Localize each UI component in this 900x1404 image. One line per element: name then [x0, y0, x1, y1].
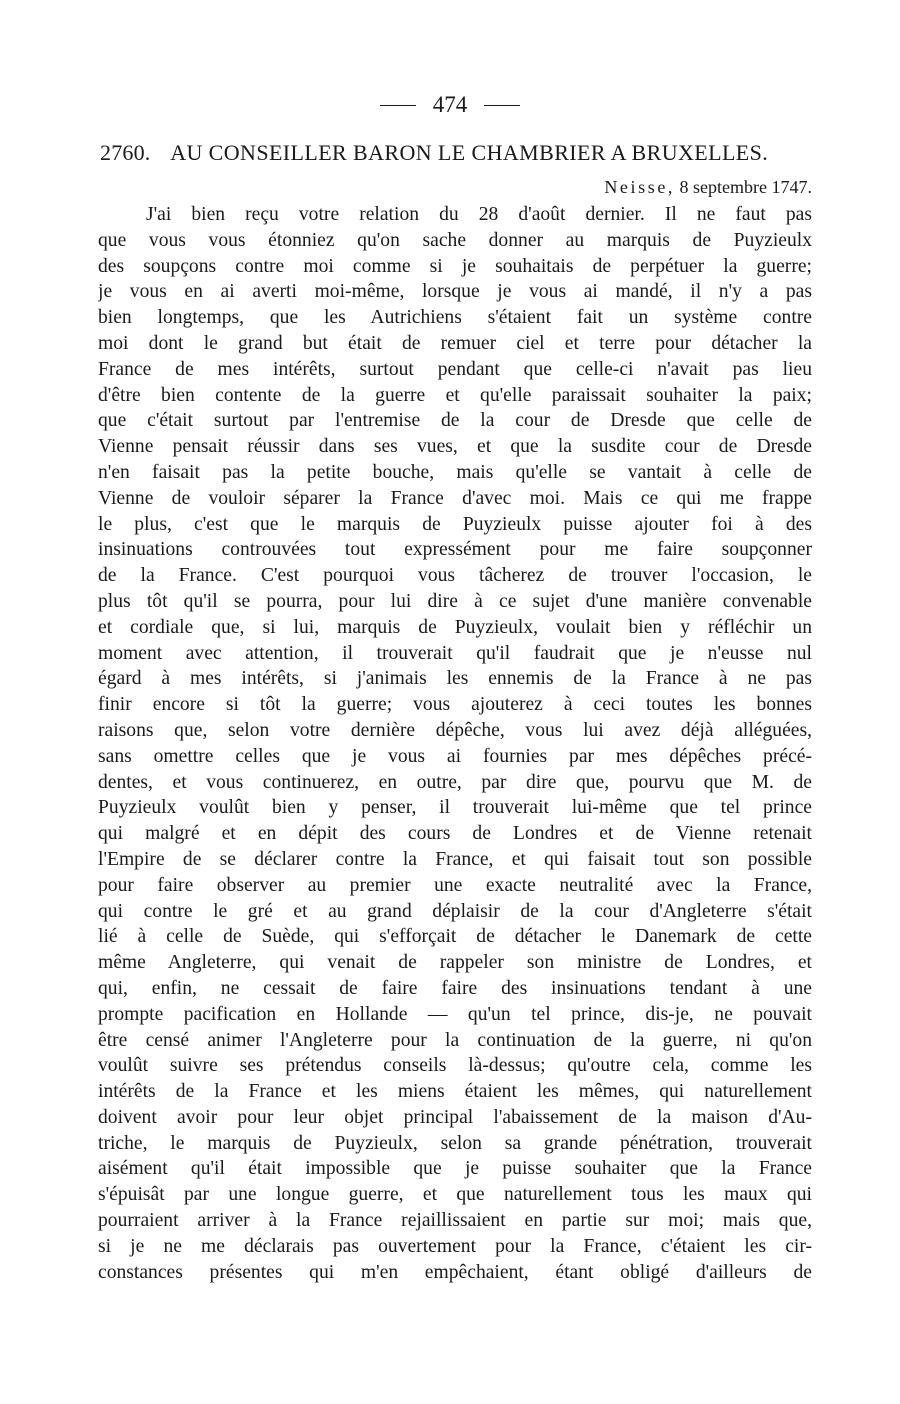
body-line: qui, enfin, ne cessait de faire faire des insinuations tendant à une	[98, 977, 812, 999]
body-line: qui contre le gré et au grand déplaisir de la cour d'Angleterre s'était	[98, 900, 812, 922]
body-line: raisons que, selon votre dernière dépêche, vous lui avez déjà alléguées,	[98, 719, 812, 741]
body-line: que vous vous étonniez qu'on sache donner au marquis de Puyzieulx	[98, 229, 812, 251]
body-line: insinuations controuvées tout expressément pour me faire soupçonner	[98, 539, 812, 561]
letter-heading	[100, 140, 820, 166]
body-line: égard à mes intérêts, si j'animais les ennemis de la France à ne pas	[98, 668, 812, 690]
body-line: d'être bien contente de la guerre et qu'elle paraissait souhaiter la paix;	[98, 384, 812, 406]
letter-title: AU CONSEILLER BARON LE CHAMBRIER A BRUXELLES.	[170, 140, 769, 165]
body-line: lié à celle de Suède, qui s'efforçait de détacher le Danemark de cette	[98, 926, 812, 948]
body-line: prompte pacification en Hollande — qu'un tel prince, dis-je, ne pouvait	[98, 1003, 812, 1025]
body-line: moi dont le grand but était de remuer ciel et terre pour détacher la	[98, 332, 812, 354]
body-line: doivent avoir pour leur objet principal l'abaissement de la maison d'Au-	[98, 1106, 812, 1128]
header-rule-left	[380, 105, 416, 106]
body-line: dentes, et vous continuerez, en outre, par dire que, pourvu que M. de	[98, 771, 812, 793]
body-line: même Angleterre, qui venait de rappeler son ministre de Londres, et	[98, 952, 812, 974]
body-line: sans omettre celles que je vous ai fournies par mes dépêches précé-	[98, 745, 812, 767]
letter-number: 2760.	[100, 140, 151, 165]
body-line: triche, le marquis de Puyzieulx, selon sa grande pénétration, trouverait	[98, 1132, 812, 1154]
letter-body	[98, 202, 812, 1285]
body-line: intérêts de la France et les miens étaient les mêmes, qui naturellement	[98, 1081, 812, 1103]
body-line: l'Empire de se déclarer contre la France, et qui faisait tout son possible	[98, 848, 812, 870]
body-line: n'en faisait pas la petite bouche, mais qu'elle se vantait à celle de	[98, 461, 812, 483]
dateline	[604, 177, 812, 198]
body-line: des soupçons contre moi comme si je souhaitais de perpétuer la guerre;	[98, 255, 812, 277]
page-number: 474	[432, 92, 468, 117]
body-line: le plus, c'est que le marquis de Puyzieulx puisse ajouter foi à des	[98, 513, 812, 535]
dateline-place: Neisse,	[604, 177, 676, 197]
body-line: être censé animer l'Angleterre pour la continuation de la guerre, ni qu'on	[98, 1029, 812, 1051]
body-line: s'épuisât par une longue guerre, et que naturellement tous les maux qui	[98, 1184, 812, 1206]
body-line: si je ne me déclarais pas ouvertement pour la France, c'étaient les cir-	[98, 1235, 812, 1257]
body-line: pourraient arriver à la France rejaillissaient en partie sur moi; mais que,	[98, 1210, 812, 1232]
body-line: qui malgré et en dépit des cours de Londres et de Vienne retenait	[98, 823, 812, 845]
body-line: Vienne pensait réussir dans ses vues, et que la susdite cour de Dresde	[98, 436, 812, 458]
body-line: Vienne de vouloir séparer la France d'avec moi. Mais ce qui me frappe	[98, 487, 812, 509]
body-line: J'ai bien reçu votre relation du 28 d'août dernier. Il ne faut pas	[146, 204, 812, 225]
body-line: de la France. C'est pourquoi vous tâcherez de trouver l'occasion, le	[98, 565, 812, 587]
body-line: plus tôt qu'il se pourra, pour lui dire à ce sujet d'une manière convenable	[98, 590, 812, 612]
body-line: finir encore si tôt la guerre; vous ajouterez à ceci toutes les bonnes	[98, 694, 812, 716]
body-line: bien longtemps, que les Autrichiens s'étaient fait un système contre	[98, 307, 812, 329]
body-line: je vous en ai averti moi-même, lorsque je vous ai mandé, il n'y a pas	[98, 281, 812, 303]
dateline-date: 8 septembre 1747.	[679, 177, 812, 197]
page-header	[0, 92, 900, 122]
header-rule-right	[484, 105, 520, 106]
body-line: constances présentes qui m'en empêchaient, étant obligé d'ailleurs de	[98, 1261, 812, 1283]
body-line: France de mes intérêts, surtout pendant que celle-ci n'avait pas lieu	[98, 358, 812, 380]
body-line: aisément qu'il était impossible que je puisse souhaiter que la France	[98, 1158, 812, 1180]
body-line: Puyzieulx voulût bien y penser, il trouverait lui-même que tel prince	[98, 797, 812, 819]
body-line: que c'était surtout par l'entremise de la cour de Dresde que celle de	[98, 410, 812, 432]
body-line: voulût suivre ses prétendus conseils là-dessus; qu'outre cela, comme les	[98, 1055, 812, 1077]
body-line: pour faire observer au premier une exacte neutralité avec la France,	[98, 874, 812, 896]
body-line: moment avec attention, il trouverait qu'il faudrait que je n'eusse nul	[98, 642, 812, 664]
body-line: et cordiale que, si lui, marquis de Puyzieulx, voulait bien y réfléchir un	[98, 616, 812, 638]
